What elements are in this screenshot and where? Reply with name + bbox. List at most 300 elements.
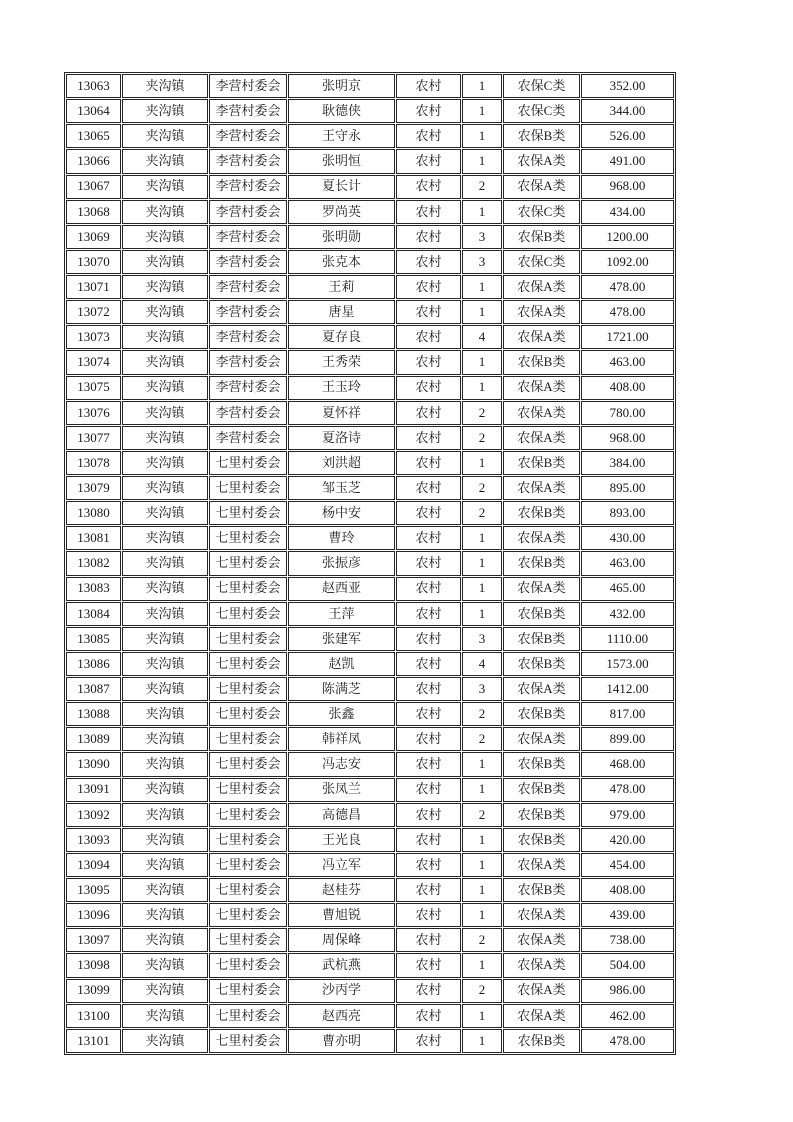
village-committee-cell: 李营村委会 bbox=[209, 401, 287, 425]
village-committee-cell: 七里村委会 bbox=[209, 752, 287, 776]
record-id-cell: 13096 bbox=[66, 903, 121, 927]
table-row bbox=[66, 702, 674, 726]
records-tbody bbox=[66, 74, 674, 1053]
person-name-cell: 王守永 bbox=[288, 124, 395, 148]
residence-type-cell: 农村 bbox=[396, 124, 461, 148]
residence-type-cell: 农村 bbox=[396, 401, 461, 425]
person-name-cell: 张明京 bbox=[288, 74, 395, 98]
record-id-cell: 13101 bbox=[66, 1029, 121, 1053]
residence-type-cell: 农村 bbox=[396, 828, 461, 852]
table-row bbox=[66, 501, 674, 525]
insurance-category-cell: 农保C类 bbox=[503, 99, 580, 123]
town-cell: 夹沟镇 bbox=[122, 727, 208, 751]
person-name-cell: 冯立军 bbox=[288, 853, 395, 877]
person-name-cell: 韩祥凤 bbox=[288, 727, 395, 751]
amount-cell: 478.00 bbox=[581, 1029, 674, 1053]
insurance-category-cell: 农保B类 bbox=[503, 501, 580, 525]
table-row bbox=[66, 175, 674, 199]
residence-type-cell: 农村 bbox=[396, 1004, 461, 1028]
residence-type-cell: 农村 bbox=[396, 325, 461, 349]
person-name-cell: 夏长计 bbox=[288, 175, 395, 199]
record-id-cell: 13072 bbox=[66, 300, 121, 324]
person-name-cell: 刘洪超 bbox=[288, 451, 395, 475]
table-row bbox=[66, 652, 674, 676]
person-count-cell: 1 bbox=[462, 350, 502, 374]
record-id-cell: 13100 bbox=[66, 1004, 121, 1028]
insurance-category-cell: 农保A类 bbox=[503, 853, 580, 877]
residence-type-cell: 农村 bbox=[396, 376, 461, 400]
insurance-category-cell: 农保A类 bbox=[503, 727, 580, 751]
village-committee-cell: 七里村委会 bbox=[209, 652, 287, 676]
record-id-cell: 13078 bbox=[66, 451, 121, 475]
person-name-cell: 杨中安 bbox=[288, 501, 395, 525]
person-name-cell: 曹旭锐 bbox=[288, 903, 395, 927]
insurance-category-cell: 农保B类 bbox=[503, 652, 580, 676]
village-committee-cell: 七里村委会 bbox=[209, 476, 287, 500]
person-count-cell: 2 bbox=[462, 979, 502, 1003]
village-committee-cell: 七里村委会 bbox=[209, 501, 287, 525]
record-id-cell: 13082 bbox=[66, 551, 121, 575]
town-cell: 夹沟镇 bbox=[122, 451, 208, 475]
insurance-category-cell: 农保B类 bbox=[503, 878, 580, 902]
person-name-cell: 王莉 bbox=[288, 275, 395, 299]
town-cell: 夹沟镇 bbox=[122, 752, 208, 776]
town-cell: 夹沟镇 bbox=[122, 376, 208, 400]
residence-type-cell: 农村 bbox=[396, 627, 461, 651]
person-count-cell: 1 bbox=[462, 878, 502, 902]
person-name-cell: 武杭燕 bbox=[288, 953, 395, 977]
table-row bbox=[66, 200, 674, 224]
table-row bbox=[66, 451, 674, 475]
insurance-category-cell: 农保C类 bbox=[503, 250, 580, 274]
record-id-cell: 13088 bbox=[66, 702, 121, 726]
person-count-cell: 1 bbox=[462, 602, 502, 626]
town-cell: 夹沟镇 bbox=[122, 652, 208, 676]
town-cell: 夹沟镇 bbox=[122, 953, 208, 977]
village-committee-cell: 李营村委会 bbox=[209, 149, 287, 173]
insurance-category-cell: 农保B类 bbox=[503, 350, 580, 374]
amount-cell: 986.00 bbox=[581, 979, 674, 1003]
amount-cell: 430.00 bbox=[581, 526, 674, 550]
amount-cell: 463.00 bbox=[581, 350, 674, 374]
person-name-cell: 赵桂芬 bbox=[288, 878, 395, 902]
person-name-cell: 沙丙学 bbox=[288, 979, 395, 1003]
residence-type-cell: 农村 bbox=[396, 903, 461, 927]
insurance-category-cell: 农保B类 bbox=[503, 451, 580, 475]
village-committee-cell: 七里村委会 bbox=[209, 1029, 287, 1053]
table-row bbox=[66, 476, 674, 500]
town-cell: 夹沟镇 bbox=[122, 677, 208, 701]
amount-cell: 478.00 bbox=[581, 275, 674, 299]
person-count-cell: 2 bbox=[462, 426, 502, 450]
town-cell: 夹沟镇 bbox=[122, 74, 208, 98]
table-row bbox=[66, 526, 674, 550]
amount-cell: 1721.00 bbox=[581, 325, 674, 349]
residence-type-cell: 农村 bbox=[396, 928, 461, 952]
amount-cell: 408.00 bbox=[581, 878, 674, 902]
town-cell: 夹沟镇 bbox=[122, 627, 208, 651]
person-count-cell: 3 bbox=[462, 677, 502, 701]
residence-type-cell: 农村 bbox=[396, 476, 461, 500]
residence-type-cell: 农村 bbox=[396, 727, 461, 751]
insurance-category-cell: 农保A类 bbox=[503, 275, 580, 299]
table-row bbox=[66, 250, 674, 274]
town-cell: 夹沟镇 bbox=[122, 979, 208, 1003]
record-id-cell: 13073 bbox=[66, 325, 121, 349]
village-committee-cell: 七里村委会 bbox=[209, 602, 287, 626]
insurance-category-cell: 农保B类 bbox=[503, 602, 580, 626]
table-row bbox=[66, 426, 674, 450]
village-committee-cell: 七里村委会 bbox=[209, 928, 287, 952]
person-name-cell: 高德昌 bbox=[288, 803, 395, 827]
amount-cell: 408.00 bbox=[581, 376, 674, 400]
town-cell: 夹沟镇 bbox=[122, 702, 208, 726]
residence-type-cell: 农村 bbox=[396, 953, 461, 977]
record-id-cell: 13099 bbox=[66, 979, 121, 1003]
residence-type-cell: 农村 bbox=[396, 1029, 461, 1053]
person-count-cell: 1 bbox=[462, 1029, 502, 1053]
village-committee-cell: 七里村委会 bbox=[209, 451, 287, 475]
person-name-cell: 耿德侠 bbox=[288, 99, 395, 123]
person-name-cell: 赵西亚 bbox=[288, 577, 395, 601]
record-id-cell: 13075 bbox=[66, 376, 121, 400]
amount-cell: 1573.00 bbox=[581, 652, 674, 676]
town-cell: 夹沟镇 bbox=[122, 99, 208, 123]
town-cell: 夹沟镇 bbox=[122, 250, 208, 274]
town-cell: 夹沟镇 bbox=[122, 225, 208, 249]
record-id-cell: 13080 bbox=[66, 501, 121, 525]
amount-cell: 1200.00 bbox=[581, 225, 674, 249]
amount-cell: 895.00 bbox=[581, 476, 674, 500]
record-id-cell: 13063 bbox=[66, 74, 121, 98]
village-committee-cell: 七里村委会 bbox=[209, 727, 287, 751]
residence-type-cell: 农村 bbox=[396, 752, 461, 776]
insurance-category-cell: 农保B类 bbox=[503, 551, 580, 575]
insurance-category-cell: 农保A类 bbox=[503, 577, 580, 601]
residence-type-cell: 农村 bbox=[396, 702, 461, 726]
person-name-cell: 王光良 bbox=[288, 828, 395, 852]
record-id-cell: 13064 bbox=[66, 99, 121, 123]
amount-cell: 738.00 bbox=[581, 928, 674, 952]
person-count-cell: 1 bbox=[462, 149, 502, 173]
table-row bbox=[66, 928, 674, 952]
town-cell: 夹沟镇 bbox=[122, 903, 208, 927]
residence-type-cell: 农村 bbox=[396, 451, 461, 475]
residence-type-cell: 农村 bbox=[396, 426, 461, 450]
person-name-cell: 张建军 bbox=[288, 627, 395, 651]
person-count-cell: 3 bbox=[462, 225, 502, 249]
village-committee-cell: 七里村委会 bbox=[209, 903, 287, 927]
residence-type-cell: 农村 bbox=[396, 803, 461, 827]
residence-type-cell: 农村 bbox=[396, 526, 461, 550]
amount-cell: 504.00 bbox=[581, 953, 674, 977]
amount-cell: 899.00 bbox=[581, 727, 674, 751]
person-name-cell: 邹玉芝 bbox=[288, 476, 395, 500]
amount-cell: 968.00 bbox=[581, 175, 674, 199]
insurance-category-cell: 农保A类 bbox=[503, 903, 580, 927]
person-name-cell: 夏怀祥 bbox=[288, 401, 395, 425]
record-id-cell: 13097 bbox=[66, 928, 121, 952]
amount-cell: 454.00 bbox=[581, 853, 674, 877]
person-name-cell: 王秀荣 bbox=[288, 350, 395, 374]
town-cell: 夹沟镇 bbox=[122, 275, 208, 299]
insurance-category-cell: 农保A类 bbox=[503, 677, 580, 701]
person-count-cell: 2 bbox=[462, 501, 502, 525]
village-committee-cell: 李营村委会 bbox=[209, 225, 287, 249]
town-cell: 夹沟镇 bbox=[122, 401, 208, 425]
village-committee-cell: 七里村委会 bbox=[209, 1004, 287, 1028]
person-name-cell: 夏洛诗 bbox=[288, 426, 395, 450]
record-id-cell: 13085 bbox=[66, 627, 121, 651]
table-row bbox=[66, 752, 674, 776]
table-row bbox=[66, 99, 674, 123]
person-name-cell: 王萍 bbox=[288, 602, 395, 626]
person-count-cell: 2 bbox=[462, 727, 502, 751]
insurance-category-cell: 农保A类 bbox=[503, 376, 580, 400]
person-count-cell: 1 bbox=[462, 903, 502, 927]
table-row bbox=[66, 225, 674, 249]
table-row bbox=[66, 878, 674, 902]
person-count-cell: 1 bbox=[462, 1004, 502, 1028]
residence-type-cell: 农村 bbox=[396, 551, 461, 575]
amount-cell: 979.00 bbox=[581, 803, 674, 827]
village-committee-cell: 七里村委会 bbox=[209, 526, 287, 550]
village-committee-cell: 七里村委会 bbox=[209, 702, 287, 726]
table-row bbox=[66, 979, 674, 1003]
village-committee-cell: 七里村委会 bbox=[209, 853, 287, 877]
person-count-cell: 2 bbox=[462, 175, 502, 199]
table-row bbox=[66, 627, 674, 651]
person-name-cell: 张明勋 bbox=[288, 225, 395, 249]
town-cell: 夹沟镇 bbox=[122, 501, 208, 525]
table-row bbox=[66, 727, 674, 751]
record-id-cell: 13092 bbox=[66, 803, 121, 827]
residence-type-cell: 农村 bbox=[396, 350, 461, 374]
town-cell: 夹沟镇 bbox=[122, 1029, 208, 1053]
insurance-category-cell: 农保B类 bbox=[503, 803, 580, 827]
record-id-cell: 13070 bbox=[66, 250, 121, 274]
table-row bbox=[66, 275, 674, 299]
table-row bbox=[66, 149, 674, 173]
record-id-cell: 13081 bbox=[66, 526, 121, 550]
table-row bbox=[66, 350, 674, 374]
person-name-cell: 夏存良 bbox=[288, 325, 395, 349]
village-committee-cell: 七里村委会 bbox=[209, 953, 287, 977]
person-count-cell: 1 bbox=[462, 275, 502, 299]
record-id-cell: 13079 bbox=[66, 476, 121, 500]
insurance-category-cell: 农保B类 bbox=[503, 124, 580, 148]
person-count-cell: 2 bbox=[462, 702, 502, 726]
amount-cell: 1092.00 bbox=[581, 250, 674, 274]
person-count-cell: 2 bbox=[462, 401, 502, 425]
table-row bbox=[66, 677, 674, 701]
town-cell: 夹沟镇 bbox=[122, 175, 208, 199]
amount-cell: 434.00 bbox=[581, 200, 674, 224]
village-committee-cell: 李营村委会 bbox=[209, 99, 287, 123]
insurance-category-cell: 农保A类 bbox=[503, 979, 580, 1003]
amount-cell: 478.00 bbox=[581, 778, 674, 802]
town-cell: 夹沟镇 bbox=[122, 124, 208, 148]
record-id-cell: 13089 bbox=[66, 727, 121, 751]
person-name-cell: 张振彦 bbox=[288, 551, 395, 575]
person-count-cell: 1 bbox=[462, 577, 502, 601]
amount-cell: 478.00 bbox=[581, 300, 674, 324]
person-name-cell: 赵凯 bbox=[288, 652, 395, 676]
residence-type-cell: 农村 bbox=[396, 275, 461, 299]
person-count-cell: 3 bbox=[462, 250, 502, 274]
amount-cell: 1110.00 bbox=[581, 627, 674, 651]
record-id-cell: 13066 bbox=[66, 149, 121, 173]
person-name-cell: 罗尚英 bbox=[288, 200, 395, 224]
person-count-cell: 1 bbox=[462, 778, 502, 802]
person-name-cell: 张鑫 bbox=[288, 702, 395, 726]
town-cell: 夹沟镇 bbox=[122, 878, 208, 902]
person-count-cell: 1 bbox=[462, 953, 502, 977]
town-cell: 夹沟镇 bbox=[122, 1004, 208, 1028]
table-row bbox=[66, 376, 674, 400]
amount-cell: 463.00 bbox=[581, 551, 674, 575]
town-cell: 夹沟镇 bbox=[122, 803, 208, 827]
insurance-category-cell: 农保B类 bbox=[503, 752, 580, 776]
person-name-cell: 王玉玲 bbox=[288, 376, 395, 400]
person-name-cell: 赵西亮 bbox=[288, 1004, 395, 1028]
person-count-cell: 4 bbox=[462, 325, 502, 349]
residence-type-cell: 农村 bbox=[396, 652, 461, 676]
amount-cell: 468.00 bbox=[581, 752, 674, 776]
person-name-cell: 冯志安 bbox=[288, 752, 395, 776]
insurance-category-cell: 农保A类 bbox=[503, 325, 580, 349]
table-row bbox=[66, 778, 674, 802]
record-id-cell: 13068 bbox=[66, 200, 121, 224]
record-id-cell: 13069 bbox=[66, 225, 121, 249]
town-cell: 夹沟镇 bbox=[122, 828, 208, 852]
amount-cell: 352.00 bbox=[581, 74, 674, 98]
village-committee-cell: 李营村委会 bbox=[209, 74, 287, 98]
residence-type-cell: 农村 bbox=[396, 878, 461, 902]
town-cell: 夹沟镇 bbox=[122, 350, 208, 374]
person-count-cell: 1 bbox=[462, 853, 502, 877]
person-count-cell: 1 bbox=[462, 200, 502, 224]
residence-type-cell: 农村 bbox=[396, 501, 461, 525]
village-committee-cell: 李营村委会 bbox=[209, 300, 287, 324]
amount-cell: 384.00 bbox=[581, 451, 674, 475]
amount-cell: 780.00 bbox=[581, 401, 674, 425]
amount-cell: 420.00 bbox=[581, 828, 674, 852]
residence-type-cell: 农村 bbox=[396, 853, 461, 877]
table-row bbox=[66, 74, 674, 98]
person-name-cell: 唐星 bbox=[288, 300, 395, 324]
town-cell: 夹沟镇 bbox=[122, 325, 208, 349]
table-row bbox=[66, 853, 674, 877]
record-id-cell: 13095 bbox=[66, 878, 121, 902]
person-name-cell: 陈满芝 bbox=[288, 677, 395, 701]
amount-cell: 526.00 bbox=[581, 124, 674, 148]
person-name-cell: 张凤兰 bbox=[288, 778, 395, 802]
insurance-category-cell: 农保A类 bbox=[503, 149, 580, 173]
residence-type-cell: 农村 bbox=[396, 577, 461, 601]
village-committee-cell: 李营村委会 bbox=[209, 124, 287, 148]
village-committee-cell: 七里村委会 bbox=[209, 979, 287, 1003]
residence-type-cell: 农村 bbox=[396, 778, 461, 802]
insurance-category-cell: 农保A类 bbox=[503, 953, 580, 977]
table-row bbox=[66, 953, 674, 977]
insurance-category-cell: 农保B类 bbox=[503, 702, 580, 726]
table-row bbox=[66, 803, 674, 827]
town-cell: 夹沟镇 bbox=[122, 476, 208, 500]
person-count-cell: 1 bbox=[462, 376, 502, 400]
insurance-category-cell: 农保B类 bbox=[503, 1029, 580, 1053]
table-row bbox=[66, 300, 674, 324]
insurance-category-cell: 农保A类 bbox=[503, 175, 580, 199]
table-row bbox=[66, 577, 674, 601]
record-id-cell: 13077 bbox=[66, 426, 121, 450]
village-committee-cell: 李营村委会 bbox=[209, 376, 287, 400]
person-count-cell: 1 bbox=[462, 752, 502, 776]
record-id-cell: 13090 bbox=[66, 752, 121, 776]
town-cell: 夹沟镇 bbox=[122, 928, 208, 952]
amount-cell: 491.00 bbox=[581, 149, 674, 173]
village-committee-cell: 李营村委会 bbox=[209, 325, 287, 349]
residence-type-cell: 农村 bbox=[396, 250, 461, 274]
person-count-cell: 1 bbox=[462, 300, 502, 324]
village-committee-cell: 李营村委会 bbox=[209, 250, 287, 274]
record-id-cell: 13091 bbox=[66, 778, 121, 802]
town-cell: 夹沟镇 bbox=[122, 551, 208, 575]
person-count-cell: 3 bbox=[462, 627, 502, 651]
record-id-cell: 13094 bbox=[66, 853, 121, 877]
person-name-cell: 张克本 bbox=[288, 250, 395, 274]
person-count-cell: 1 bbox=[462, 526, 502, 550]
record-id-cell: 13086 bbox=[66, 652, 121, 676]
residence-type-cell: 农村 bbox=[396, 677, 461, 701]
town-cell: 夹沟镇 bbox=[122, 602, 208, 626]
table-row bbox=[66, 401, 674, 425]
record-id-cell: 13084 bbox=[66, 602, 121, 626]
person-count-cell: 2 bbox=[462, 476, 502, 500]
town-cell: 夹沟镇 bbox=[122, 149, 208, 173]
town-cell: 夹沟镇 bbox=[122, 426, 208, 450]
person-count-cell: 2 bbox=[462, 803, 502, 827]
village-committee-cell: 七里村委会 bbox=[209, 627, 287, 651]
insurance-category-cell: 农保A类 bbox=[503, 1004, 580, 1028]
insurance-category-cell: 农保A类 bbox=[503, 928, 580, 952]
person-name-cell: 周保峰 bbox=[288, 928, 395, 952]
residence-type-cell: 农村 bbox=[396, 175, 461, 199]
table-row bbox=[66, 325, 674, 349]
amount-cell: 817.00 bbox=[581, 702, 674, 726]
residence-type-cell: 农村 bbox=[396, 300, 461, 324]
record-id-cell: 13098 bbox=[66, 953, 121, 977]
amount-cell: 462.00 bbox=[581, 1004, 674, 1028]
town-cell: 夹沟镇 bbox=[122, 526, 208, 550]
insurance-category-cell: 农保B类 bbox=[503, 828, 580, 852]
person-count-cell: 1 bbox=[462, 551, 502, 575]
residence-type-cell: 农村 bbox=[396, 149, 461, 173]
table-row bbox=[66, 551, 674, 575]
person-count-cell: 1 bbox=[462, 124, 502, 148]
village-committee-cell: 李营村委会 bbox=[209, 275, 287, 299]
insurance-category-cell: 农保A类 bbox=[503, 476, 580, 500]
insurance-category-cell: 农保B类 bbox=[503, 225, 580, 249]
record-id-cell: 13065 bbox=[66, 124, 121, 148]
insurance-category-cell: 农保B类 bbox=[503, 778, 580, 802]
residence-type-cell: 农村 bbox=[396, 225, 461, 249]
insurance-category-cell: 农保C类 bbox=[503, 200, 580, 224]
table-row bbox=[66, 1004, 674, 1028]
amount-cell: 968.00 bbox=[581, 426, 674, 450]
amount-cell: 893.00 bbox=[581, 501, 674, 525]
table-row bbox=[66, 124, 674, 148]
